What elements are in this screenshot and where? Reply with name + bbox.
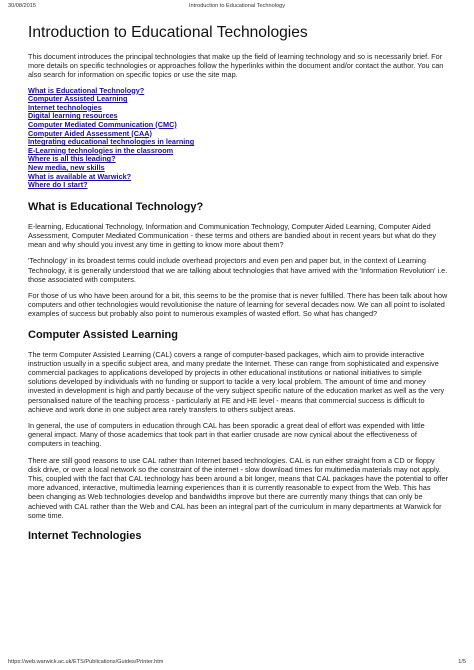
print-date: 30/08/2015	[8, 3, 36, 9]
toc-item	[28, 173, 448, 182]
toc-link-educational-technology[interactable]: What is Educational Technology?	[28, 85, 145, 95]
intro-paragraph: This document introduces the principal technologies that make up the field of learning technology and so is necessarily brief. For more details on specific technologies or approaches follow the hyperlinks within the document and/or contact the author. You can also search for information on specific topics or use the site map.	[28, 52, 444, 80]
print-header	[8, 3, 466, 10]
toc-link-warwick[interactable]: What is available at Warwick?	[28, 171, 132, 181]
toc-item	[28, 181, 448, 190]
section-paragraph: E-learning, Educational Technology, Information and Communication Technology, Computer Aided Learning, Computer Aided Assessment, Computer Mediated Communication - these terms and others are bandied about in recent years but what do they mean and why should you invest any time in getting to know more about them?	[28, 221, 437, 250]
document-body	[28, 24, 448, 551]
section-heading-internet-technologies: Internet Technologies	[28, 530, 142, 543]
toc-link-internet-technologies[interactable]: Internet technologies	[28, 102, 102, 112]
toc-link-new-media[interactable]: New media, new skills	[28, 162, 105, 172]
section-heading-computer-assisted-learning: Computer Assisted Learning	[28, 328, 178, 341]
toc-link-caa[interactable]: Computer Aided Assessment (CAA)	[28, 128, 152, 138]
toc-link-cmc[interactable]: Computer Mediated Communication (CMC)	[28, 119, 177, 129]
toc-link-computer-assisted-learning[interactable]: Computer Assisted Learning	[28, 94, 128, 104]
section-paragraph: There are still good reasons to use CAL rather than Internet based technologies. CAL is run either straight from a CD or floppy disk drive, or over a local network so the constraint of the internet - slow download times for multimedia materials may not apply. This, coupled with the fact that CAL technology has been around a bit longer, means that CAL packages have the potential to offer more advanced, interactive, multimedia learning experiences than it is currently reasonable to expect from the Web. This has been changing as Web technologies develop and bandwidths improve but there are currently many things that can only be achieved with CAL rather than the Web and CAL has been an integral part of the curriculum in many departments at Warwick for some time.	[28, 455, 448, 520]
print-footer	[8, 659, 466, 666]
toc-link-digital-learning-resources[interactable]: Digital learning resources	[28, 111, 118, 121]
toc-link-where-leading[interactable]: Where is all this leading?	[28, 154, 116, 164]
toc-link-classroom[interactable]: E-Learning technologies in the classroom	[28, 145, 174, 155]
page-title: Introduction to Educational Technologies	[28, 24, 308, 41]
section-paragraph: For those of us who have been around for a bit, this seems to be the promise that is never fulfilled. There has been talk about how computers and other technologies would revolutionise the nature of learning for several decades now. We can all point to isolated examples of success but probably also point to numerous examples of wasted effort. So what has changed?	[28, 290, 448, 319]
section-heading-educational-technology: What is Educational Technology?	[28, 200, 204, 213]
toc-link-integrating[interactable]: Integrating educational technologies in learning	[28, 137, 195, 147]
print-url: https://web.warwick.ac.uk/ETS/Publications/Guides/Printer.htm	[8, 659, 164, 665]
section-paragraph: The term Computer Assisted Learning (CAL) covers a range of computer-based packages, which aim to provide interactive instruction usually in a specific subject area, and many predate the Internet. These can range from sophisticated and expensive commercial packages to applications developed by projects in other educational institutions or national initiatives to simple solutions developed by individuals with no funding or support to tackle a very local problem. The amount of time and money invested in development is high and partly because of the very subject specific nature of the education market as well as the very personalised nature of the teaching process - particularly at FE and HE level - means that commercial success is difficult to achieve and work done in one subject area rarely transfers to others subject areas.	[28, 349, 445, 414]
toc-link-where-start[interactable]: Where do I start?	[28, 180, 88, 190]
print-title: Introduction to Educational Technology	[189, 3, 285, 9]
table-of-contents	[28, 87, 448, 190]
section-paragraph: In general, the use of computers in education through CAL has been sporadic a great deal of effort was expended with little general impact. Many of those academics that took part in that earlier crusade are now cynical about the effectiveness of computers in teaching.	[28, 420, 425, 449]
section-paragraph: 'Technology' in its broadest terms could include overhead projectors and even pen and paper but, in the context of Learning Technology, it is generally understood that we are talking about technologies that have arrived with the 'Information Revolution' i.e. those associated with computers.	[28, 256, 448, 284]
page-number: 1/5	[458, 659, 466, 665]
